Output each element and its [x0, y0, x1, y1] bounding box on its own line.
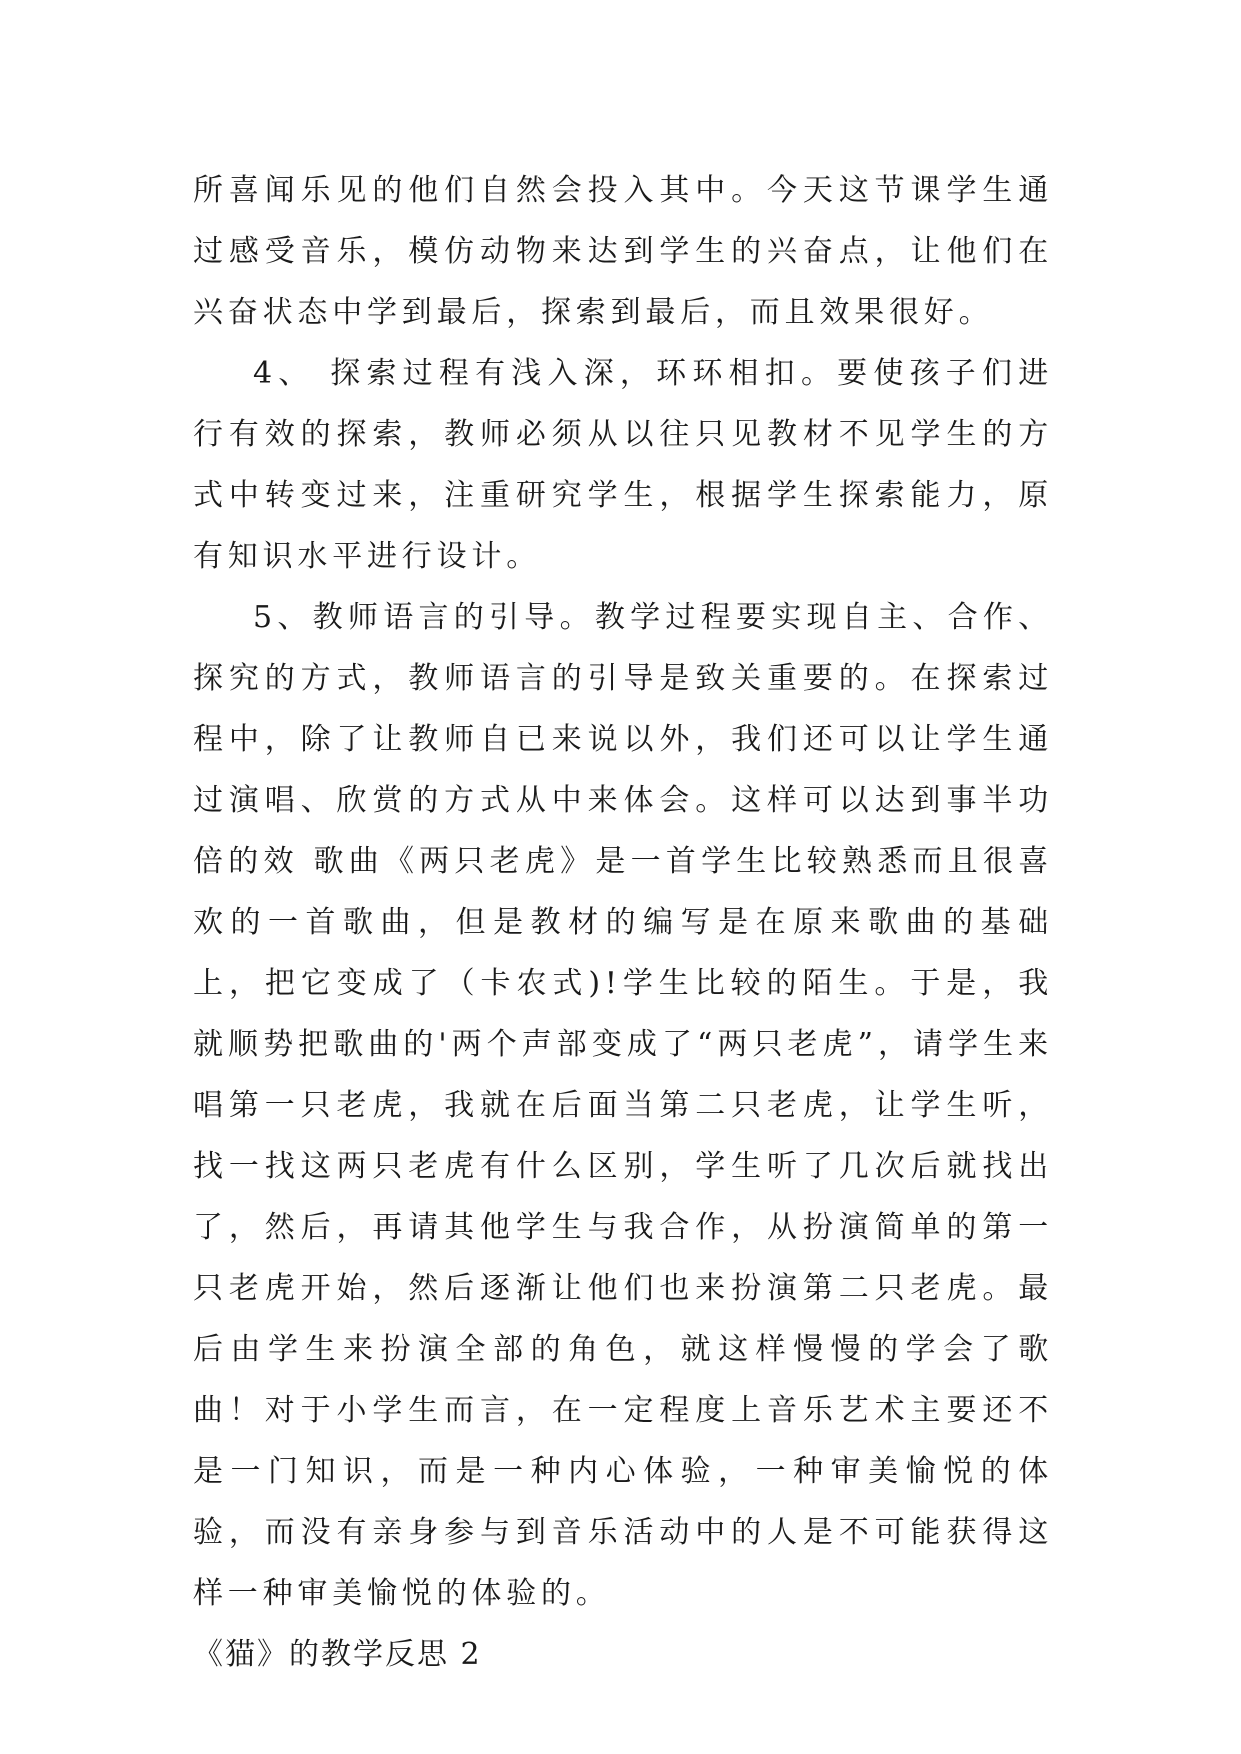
paragraph-3: 5、教师语言的引导。教学过程要实现自主、合作、探究的方式，教师语言的引导是致关重要的。在探索过程中，除了让教师自已来说以外，我们还可以让学生通过演唱、欣赏的方式从中来体会。这样可以达到事半功倍的效 歌曲《两只老虎》是一首学生比较熟悉而且很喜欢的一首歌曲，但是教材的编写是在原来歌曲的基础上，把它变成了（卡农式)!学生比较的陌生。于是，我就顺势把歌曲的'两个声部变成了“两只老虎”，请学生来唱第一只老虎，我就在后面当第二只老虎，让学生听，找一找这两只老虎有什么区别，学生听了几次后就找出了，然后，再请其他学生与我合作，从扮演简单的第一只老虎开始，然后逐渐让他们也来扮演第二只老虎。最后由学生来扮演全部的角色，就这样慢慢的学会了歌曲！对于小学生而言，在一定程度上音乐艺术主要还不是一门知识，而是一种内心体验，一种审美愉悦的体验，而没有亲身参与到音乐活动中的人是不可能获得这样一种审美愉悦的体验的。 [193, 600, 1053, 1611]
paragraph-1: 所喜闻乐见的他们自然会投入其中。今天这节课学生通过感受音乐，模仿动物来达到学生的兴奋点，让他们在兴奋状态中学到最后，探索到最后，而且效果很好。 [193, 173, 1053, 330]
document-body [193, 160, 1053, 1685]
section-heading: 《猫》的教学反思 2 [193, 1637, 482, 1672]
paragraph-2: 4、 探索过程有浅入深，环环相扣。要使孩子们进行有效的探索，教师必须从以往只见教材不见学生的方式中转变过来，注重研究学生，根据学生探索能力，原有知识水平进行设计。 [193, 356, 1053, 574]
